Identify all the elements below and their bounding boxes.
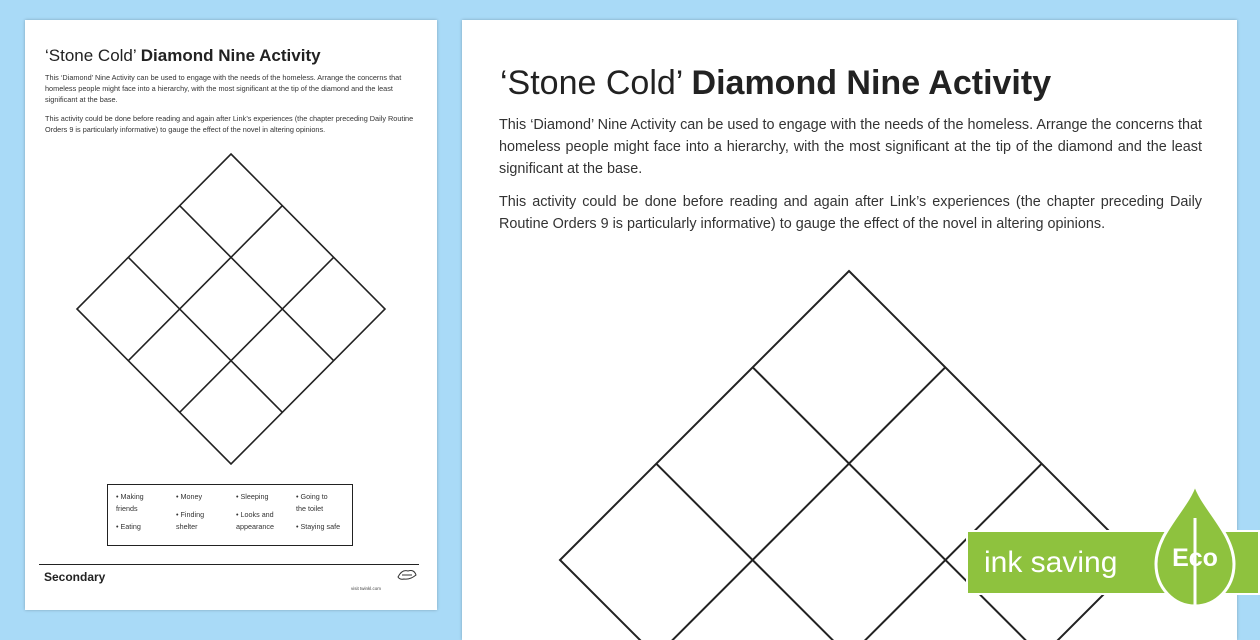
concept-item: • Staying safe	[296, 522, 341, 531]
diamond-grid-line	[753, 367, 1042, 640]
concept-item: • Sleeping	[236, 492, 269, 501]
worksheet-thumbnail[interactable]	[25, 20, 437, 610]
concept-item: • Eating	[116, 522, 141, 531]
paragraph-1: This ‘Diamond’ Nine Activity can be used to engage with the needs of the homeless. Arrange the concerns that homeless people might face into a hierarchy, with the most significant at the tip of the diamond and the least significant at the base.	[499, 117, 1202, 177]
thumbnail-paragraph-1: This ‘Diamond’ Nine Activity can be used to engage with the needs of the homeless. Arrange the concerns that homeless people might face into a hierarchy, with the most significant at the tip of the diamond and the least significant at the base.	[45, 73, 402, 104]
page-title	[500, 64, 1051, 103]
footer-label: Secondary	[44, 570, 106, 584]
eco-label: Eco	[1172, 544, 1218, 572]
concept-list-box	[107, 484, 353, 546]
diamond-grid-line	[128, 257, 282, 412]
diamond-grid-line	[656, 367, 945, 640]
diamond-nine-grid	[75, 152, 387, 466]
diamond-grid-line	[180, 257, 334, 412]
title-prefix: ‘Stone Cold’	[500, 64, 683, 102]
title-prefix: ‘Stone Cold’	[45, 46, 137, 65]
twinkl-logo-icon	[396, 567, 418, 581]
thumbnail-paragraph-2: This activity could be done before reading and again after Link’s experiences (the chapter preceding Daily Routine Orders 9 is particularly informative) to gauge the effect of the novel in altering opinions.	[45, 114, 414, 134]
footer-divider	[39, 564, 419, 565]
footer-url: visit twinkl.com	[351, 586, 382, 591]
concept-item: • Finding shelter	[176, 510, 205, 531]
concept-item: • Making friends	[116, 492, 144, 513]
ink-saving-label: ink saving	[984, 546, 1118, 579]
diamond-outline	[77, 154, 385, 464]
thumbnail-title	[45, 46, 321, 66]
diamond-grid-line	[128, 206, 282, 361]
concept-item: • Money	[176, 492, 203, 501]
concept-item: • Going to the toilet	[296, 492, 328, 513]
diamond-grid-line	[180, 206, 334, 361]
paragraph-2: This activity could be done before reading and again after Link’s experiences (the chapter preceding Daily Routine Orders 9 is particularly informative) to gauge the effect of the novel in altering opinions.	[499, 194, 1202, 232]
concept-item: • Looks and appearance	[236, 510, 274, 531]
title-main: Diamond Nine Activity	[140, 46, 321, 65]
title-main: Diamond Nine Activity	[691, 64, 1052, 102]
